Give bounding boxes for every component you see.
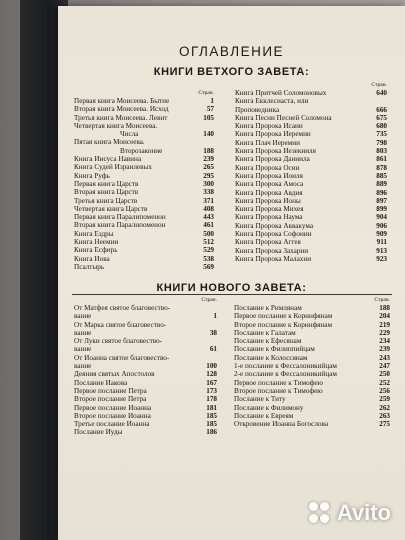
toc-entry-page: 529 — [203, 246, 214, 255]
toc-entry-title: Книга Плач Иеремии — [235, 138, 300, 147]
toc-entry-title: Книга Ездры — [74, 229, 114, 238]
toc-entry — [74, 395, 217, 403]
toc-entry — [74, 379, 217, 387]
toc-entry-page: 167 — [206, 378, 217, 387]
toc-entry-page: 185 — [206, 411, 217, 420]
toc-entry-title: 2-е послание к Фессалоникийцам — [234, 370, 337, 379]
toc-entry-page: 889 — [376, 180, 387, 189]
old-testament-title: КНИГИ ВЕТХОГО ЗАВЕТА: — [153, 66, 310, 78]
toc-entry — [74, 130, 214, 138]
toc-entry-title: Книга Иова — [74, 254, 110, 263]
toc-entry-title: Книга Пророка Малахии — [235, 254, 312, 263]
toc-entry-title: Книга Пророка Исаии — [235, 122, 303, 131]
toc-entry-title: Книга Пророка Аввакума — [235, 221, 314, 230]
page-title: ОГЛАВЛЕНИЕ — [178, 44, 285, 59]
new-testament-left-column — [74, 297, 217, 437]
toc-entry-title: Псалтырь — [74, 262, 105, 271]
toc-entry-page: 256 — [379, 386, 390, 395]
toc-entry — [74, 172, 214, 180]
toc-entry-page: 906 — [376, 221, 387, 230]
toc-entry — [234, 321, 390, 329]
toc-entry-page: 885 — [376, 171, 387, 180]
toc-entry-page: 188 — [379, 304, 390, 312]
toc-entry — [234, 329, 390, 337]
toc-entry-page: 181 — [206, 403, 217, 412]
toc-entry-page: 500 — [203, 229, 214, 238]
toc-entry — [235, 180, 387, 188]
toc-entry — [235, 155, 387, 163]
toc-entry — [234, 345, 390, 353]
toc-entry — [74, 188, 214, 196]
toc-entry — [74, 105, 214, 113]
toc-entry-page: 338 — [203, 188, 214, 197]
toc-entry-title: Книга Пророка Захарии — [235, 246, 309, 255]
toc-entry — [235, 114, 387, 122]
toc-entry — [234, 412, 390, 420]
toc-entry-title: Первая книга Царств — [74, 179, 139, 188]
old-testament-right-column — [235, 82, 387, 263]
toc-entry-title: Первое послание Петра — [74, 386, 147, 395]
avito-watermark — [308, 500, 391, 526]
toc-entry-title: От Иоанна святое благовество- вание — [74, 353, 170, 371]
toc-entry-page: 899 — [376, 205, 387, 214]
toc-entry-title: Деяния святых Апостолов — [74, 370, 155, 379]
toc-entry-page: 897 — [376, 196, 387, 205]
toc-entry-page: 38 — [209, 328, 217, 337]
toc-entry-page: 263 — [379, 411, 390, 420]
toc-entry-title: Послание к Титу — [234, 395, 286, 404]
toc-entry-page: 259 — [379, 395, 390, 404]
toc-entry-page: 252 — [379, 378, 390, 387]
toc-entry — [235, 164, 387, 172]
toc-entry — [235, 172, 387, 180]
toc-entry-title: Послание к Филимону — [234, 403, 304, 412]
toc-entry — [74, 221, 214, 229]
toc-entry-page: 675 — [376, 113, 387, 122]
toc-entry-page: 219 — [379, 320, 390, 329]
toc-entry — [74, 428, 217, 436]
toc-entry — [235, 230, 387, 238]
toc-entry-title: Послание к Ефесянам — [234, 337, 302, 346]
toc-entry-page: 443 — [203, 213, 214, 222]
toc-entry-page: 680 — [376, 122, 387, 131]
toc-entry — [74, 180, 214, 188]
toc-entry-title: Книга Пророка Иоиля — [235, 171, 303, 180]
toc-entry-page: 911 — [376, 238, 387, 247]
toc-entry-title: Первая книга Паралипоменон — [74, 213, 166, 222]
toc-entry — [235, 213, 387, 221]
toc-entry-title: От Луки святое благовество- вание — [74, 337, 163, 354]
toc-entry — [74, 163, 214, 171]
toc-entry-page: 239 — [379, 345, 390, 354]
toc-entry — [74, 321, 217, 338]
toc-entry — [235, 222, 387, 230]
toc-entry-page: 186 — [206, 428, 217, 437]
toc-entry-page: 140 — [203, 130, 214, 139]
toc-entry-title: Книга Судей Израилевых — [74, 163, 152, 172]
toc-entry-title: Книга Пророка Софонии — [235, 230, 312, 239]
toc-entry-title: Послание к Колоссянам — [234, 353, 308, 362]
toc-entry-page: 250 — [379, 370, 390, 379]
toc-entry-title: От Марка святое благовество- вание — [74, 320, 167, 337]
toc-entry-page: 666 — [376, 105, 387, 114]
section-divider — [72, 294, 392, 295]
toc-entry-title: Послание Иакова — [74, 378, 128, 387]
toc-entry — [74, 387, 217, 395]
toc-entry-page: 100 — [206, 362, 217, 371]
toc-entry-title: Книга Песни Песней Соломона — [235, 113, 332, 122]
toc-entry-title: Второе послание Петра — [74, 395, 147, 404]
toc-entry-title: Книга Есфирь — [74, 246, 118, 255]
old-testament-left-column — [74, 90, 214, 271]
toc-entry-page: 262 — [379, 403, 390, 412]
toc-entry-title: Второе послание к Тимофею — [234, 386, 323, 395]
toc-entry-title: Книга Неемии — [74, 238, 119, 247]
toc-entry-title: Откровение Иоанна Богослова — [234, 420, 329, 429]
toc-entry — [74, 263, 214, 271]
toc-entry-title: Книга Пророка Михея — [235, 205, 304, 214]
toc-entry-title: Вторая книга Моисеева. Исход — [74, 105, 169, 114]
toc-entry — [74, 138, 214, 146]
toc-entry — [235, 130, 387, 138]
book-page — [58, 6, 405, 540]
toc-entry — [74, 354, 217, 371]
toc-entry — [74, 412, 217, 420]
avito-dots-icon — [308, 501, 332, 525]
toc-entry — [235, 205, 387, 213]
toc-entry-page: 173 — [206, 386, 217, 395]
toc-entry-title: Книга Пророка Ионы — [235, 196, 301, 205]
toc-entry-page: 247 — [379, 362, 390, 371]
toc-entry-title: Первое послание к Тимофею — [234, 378, 323, 387]
toc-entry-title: Книга Пророка Иеремии — [235, 130, 311, 139]
toc-entry-page: 878 — [376, 163, 387, 172]
page-column-heading: Стран. — [198, 90, 214, 96]
toc-entry-title: Третье послание Иоанна — [74, 420, 150, 429]
toc-entry-page: 204 — [379, 312, 390, 321]
toc-entry-page: 569 — [203, 262, 214, 271]
toc-entry — [235, 122, 387, 130]
toc-entry-title: Послание к Галатам — [234, 328, 296, 337]
toc-entry — [235, 238, 387, 246]
toc-entry-page: 188 — [203, 146, 214, 155]
watermark-text: Avito — [336, 500, 391, 525]
toc-entry — [234, 404, 390, 412]
toc-entry — [74, 213, 214, 221]
toc-entry-title: Второе послание к Коринфянам — [234, 320, 333, 329]
toc-entry-page: 913 — [376, 246, 387, 255]
toc-entry — [234, 379, 390, 387]
toc-entry-title: Второзаконие — [120, 146, 163, 155]
toc-entry-title: Послание к Филиппийцам — [234, 345, 315, 354]
toc-entry-page: 538 — [203, 254, 214, 263]
toc-entry-title: Книга Пророка Даниила — [235, 155, 310, 164]
toc-entry-title: Книга Пророка Наума — [235, 213, 303, 222]
toc-entry-page: 128 — [206, 370, 217, 379]
toc-entry — [234, 362, 390, 370]
toc-entry-page: 735 — [376, 130, 387, 139]
toc-entry-page: 896 — [376, 188, 387, 197]
toc-entry — [235, 189, 387, 197]
new-testament-right-column — [234, 297, 390, 428]
toc-entry-page: 275 — [379, 420, 390, 429]
toc-entry — [74, 420, 217, 428]
toc-entry — [235, 139, 387, 147]
toc-entry-page: 229 — [379, 328, 390, 337]
toc-entry-page: 185 — [206, 420, 217, 429]
toc-entry-page: 1 — [213, 312, 217, 321]
toc-entry-page: 295 — [203, 171, 214, 180]
toc-entry-title: Первое послание к Коринфянам — [234, 312, 333, 321]
toc-entry — [235, 255, 387, 263]
toc-entry — [234, 395, 390, 403]
toc-entry-title: От Матфея святое благовество- вание — [74, 304, 171, 321]
toc-entry-title: 1-е послание к Фессалоникийцам — [234, 362, 337, 371]
toc-entry — [74, 238, 214, 246]
toc-entry — [74, 304, 217, 321]
toc-entry — [74, 122, 214, 130]
toc-entry — [235, 97, 387, 114]
toc-entry-page: 178 — [206, 395, 217, 404]
toc-entry — [234, 370, 390, 378]
toc-entry-title: Вторая книга Паралипоменон — [74, 221, 166, 230]
toc-entry-page: 105 — [203, 113, 214, 122]
toc-entry — [234, 387, 390, 395]
toc-entry-title: Четвертая книга Царств — [74, 204, 148, 213]
toc-entry-page: 1 — [210, 97, 214, 105]
page-column-heading: Стран. — [371, 82, 387, 88]
toc-entry — [234, 420, 390, 428]
toc-entry-page: 904 — [376, 213, 387, 222]
toc-entry — [235, 247, 387, 255]
toc-entry-page: 300 — [203, 179, 214, 188]
toc-entry — [234, 354, 390, 362]
toc-entry — [74, 147, 214, 155]
toc-entry — [74, 337, 217, 354]
toc-entry — [74, 97, 214, 105]
toc-entry-page: 265 — [203, 163, 214, 172]
toc-entry-title: Книга Пророка Иезекииля — [235, 147, 316, 156]
toc-entry — [74, 155, 214, 163]
toc-entry-title: Книга Пророка Авдия — [235, 188, 303, 197]
toc-entry-title: Книга Притчей Соломоновых — [235, 89, 327, 97]
toc-entry-title: Четвертая книга Моисеева. — [74, 121, 158, 130]
toc-entry-page: 909 — [376, 230, 387, 239]
toc-entry-page: 461 — [203, 221, 214, 230]
toc-entry-page: 861 — [376, 155, 387, 164]
toc-entry-page: 798 — [376, 138, 387, 147]
toc-entry — [234, 312, 390, 320]
toc-entry-page: 61 — [209, 345, 217, 354]
toc-entry-title: Книга Руфь — [74, 171, 110, 180]
toc-entry — [74, 246, 214, 254]
toc-entry-title: Книга Пророка Осии — [235, 163, 300, 172]
toc-entry-title: Числа — [120, 130, 139, 139]
toc-entry — [235, 197, 387, 205]
toc-entry-page: 239 — [203, 155, 214, 164]
toc-entry-title: Вторая книга Царств — [74, 188, 139, 197]
toc-entry-title: Первое послание Иоанна — [74, 403, 152, 412]
toc-entry-title: Второе послание Иоанна — [74, 411, 151, 420]
new-testament-title: КНИГИ НОВОГО ЗАВЕТА: — [156, 282, 307, 294]
page-column-heading: Стран. — [374, 297, 390, 303]
toc-entry-page: 923 — [376, 254, 387, 263]
toc-entry-page: 243 — [379, 353, 390, 362]
toc-entry-title: Книга Пророка Амоса — [235, 180, 304, 189]
toc-entry-title: Книга Иисуса Навина — [74, 155, 142, 164]
toc-entry — [74, 404, 217, 412]
toc-entry-title: Послание к Евреям — [234, 411, 294, 420]
toc-entry-title: Третья книга Моисеева. Левит — [74, 113, 168, 122]
toc-entry-title: Третья книга Царств — [74, 196, 138, 205]
page-column-heading: Стран. — [201, 297, 217, 303]
toc-entry — [234, 304, 390, 312]
toc-entry-page: 803 — [376, 147, 387, 156]
toc-entry — [234, 337, 390, 345]
toc-entry — [74, 255, 214, 263]
toc-entry-page: 408 — [203, 204, 214, 213]
toc-entry-page: 371 — [203, 196, 214, 205]
toc-entry — [74, 230, 214, 238]
toc-entry — [235, 147, 387, 155]
toc-entry — [74, 197, 214, 205]
toc-entry — [235, 89, 387, 97]
toc-entry — [74, 114, 214, 122]
toc-entry-title: Пятая книга Моисеева. — [74, 138, 145, 147]
toc-entry-title: Первая книга Моисеева. Бытие — [74, 97, 170, 105]
toc-entry — [74, 370, 217, 378]
toc-entry-title: Послание Иуды — [74, 428, 123, 437]
toc-entry-page: 512 — [203, 238, 214, 247]
toc-entry-page: 640 — [376, 89, 387, 97]
toc-entry-page: 57 — [206, 105, 214, 114]
toc-entry — [74, 205, 214, 213]
toc-entry-page: 234 — [379, 337, 390, 346]
toc-entry-title: Книга Екклесиаста, или Проповедника — [235, 97, 309, 114]
toc-entry-title: Послание к Римлянам — [234, 304, 302, 312]
toc-entry-title: Книга Пророка Аггея — [235, 238, 301, 247]
